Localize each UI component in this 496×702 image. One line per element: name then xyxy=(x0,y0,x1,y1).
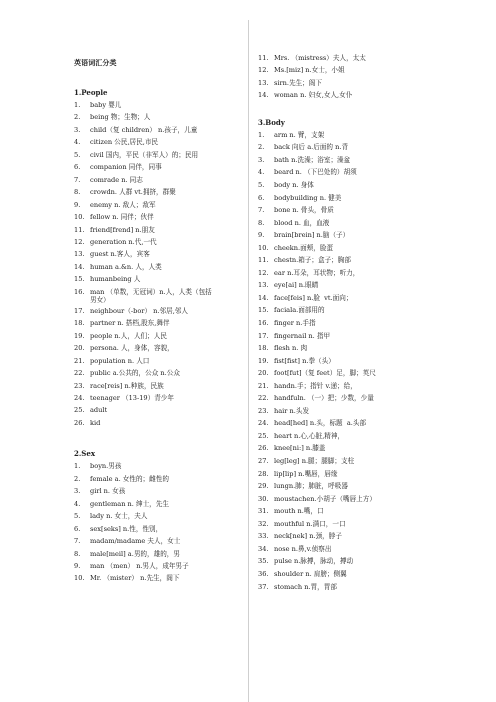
item-text: chestn.箱子；盒子；胸部 xyxy=(274,256,351,265)
item-text: companion 同伴，同事 xyxy=(90,163,162,172)
item-number: 13. xyxy=(74,250,85,259)
list-item xyxy=(258,543,458,556)
list-item xyxy=(258,493,458,506)
item-number: 11. xyxy=(74,225,85,234)
item-number: 16. xyxy=(258,319,269,328)
list-item xyxy=(258,317,458,330)
item-number: 28. xyxy=(258,469,269,478)
list-item xyxy=(74,186,274,198)
list-item xyxy=(258,355,458,368)
list-item xyxy=(74,111,274,123)
item-text: Mrs. （mistress）夫人，太太 xyxy=(274,54,366,62)
item-number: 10. xyxy=(74,574,85,583)
people-word-list xyxy=(74,99,274,429)
list-item xyxy=(74,211,274,223)
item-number: 18. xyxy=(258,344,269,353)
item-number: 31. xyxy=(258,507,269,516)
list-item xyxy=(258,530,458,543)
item-number: 24. xyxy=(258,419,269,428)
item-number: 2. xyxy=(74,474,81,483)
item-text: fellow n. 同伴；伙伴 xyxy=(90,213,154,222)
item-number: 8. xyxy=(74,188,81,197)
item-number: 7. xyxy=(74,537,81,546)
item-text: race[reis] n.种族，民族 xyxy=(90,381,164,390)
item-text: finger n.手指 xyxy=(274,319,316,328)
list-item xyxy=(74,572,274,584)
list-item xyxy=(74,367,274,379)
item-text: friend[frend] n.朋友 xyxy=(90,225,155,234)
list-item xyxy=(258,292,458,305)
item-text: woman n. 妇女,女人,女仆 xyxy=(274,91,353,100)
item-text: hair n.头发 xyxy=(274,406,310,415)
right-column xyxy=(258,52,458,593)
list-item xyxy=(258,141,458,154)
item-number: 25. xyxy=(258,431,269,440)
item-number: 9. xyxy=(258,231,265,240)
item-number: 11. xyxy=(258,54,269,62)
list-item xyxy=(258,217,458,230)
item-number: 8. xyxy=(74,549,81,558)
item-number: 23. xyxy=(258,406,269,415)
item-number: 20. xyxy=(74,344,85,353)
list-item xyxy=(74,498,274,510)
item-number: 10. xyxy=(258,243,269,252)
item-text: teenager （13-19）青少年 xyxy=(90,393,174,402)
list-item xyxy=(74,161,274,173)
list-item xyxy=(258,430,458,443)
item-text: fingernail n. 指甲 xyxy=(274,331,331,340)
item-number: 26. xyxy=(74,418,85,427)
list-item xyxy=(74,485,274,497)
list-item xyxy=(258,518,458,531)
list-item xyxy=(258,192,458,205)
item-text: knee[ni:] n.膝盖 xyxy=(274,444,326,453)
list-item xyxy=(74,473,274,485)
item-number: 37. xyxy=(258,582,269,591)
item-number: 25. xyxy=(74,406,85,415)
list-item xyxy=(74,286,274,305)
list-item xyxy=(258,279,458,292)
item-text: human a.&n. 人，人类 xyxy=(90,262,162,271)
item-text: adult xyxy=(90,406,108,415)
item-text: body n. 身体 xyxy=(274,181,314,189)
item-number: 9. xyxy=(74,200,81,209)
item-number: 15. xyxy=(258,306,269,315)
item-text: bone n. 骨头，骨质 xyxy=(274,206,334,215)
item-text: eye[ai] n.眼睛 xyxy=(274,281,319,290)
item-number: 27. xyxy=(258,457,269,466)
document-title: 英语词汇分类 xyxy=(74,59,117,67)
item-number: 3. xyxy=(74,125,81,134)
item-number: 22. xyxy=(258,394,269,403)
item-number: 11. xyxy=(258,256,269,265)
item-number: 7. xyxy=(74,175,81,184)
item-number: 15. xyxy=(74,275,85,284)
item-text: civil 国内，平民（非军人）的；民用 xyxy=(90,150,199,159)
list-item xyxy=(74,261,274,273)
item-text: baby 婴儿 xyxy=(90,101,122,109)
item-number: 14. xyxy=(258,91,269,100)
list-item xyxy=(258,154,458,167)
list-item xyxy=(74,248,274,260)
list-item xyxy=(74,99,274,111)
item-text: cheekn.面颊，脸蛋 xyxy=(274,243,334,252)
item-number: 3. xyxy=(258,155,265,164)
item-text: madam/madame 夫人，女士 xyxy=(90,537,181,546)
list-item xyxy=(74,342,274,354)
item-number: 4. xyxy=(258,168,265,177)
item-text: kid xyxy=(90,418,101,427)
list-item xyxy=(74,355,274,367)
item-text: nose n.鼻,v.侦察出 xyxy=(274,544,332,553)
item-number: 21. xyxy=(74,356,85,365)
item-number: 1. xyxy=(258,130,265,139)
list-item xyxy=(74,510,274,522)
item-number: 33. xyxy=(258,532,269,541)
item-number: 1. xyxy=(74,101,81,109)
item-text: ear n.耳朵，耳状物；听力， xyxy=(274,268,360,277)
item-text: people n.人，人们；人民 xyxy=(90,331,167,340)
list-item xyxy=(258,568,458,581)
list-item xyxy=(258,129,458,142)
list-item xyxy=(258,52,458,64)
item-text: generation n.代,一代 xyxy=(90,237,157,246)
item-text: sex[seks] n.性，性别， xyxy=(90,524,163,533)
item-text: comrade n. 同志 xyxy=(90,175,143,184)
list-item xyxy=(258,267,458,280)
list-item xyxy=(258,367,458,380)
item-text: stomach n.胃，胃部 xyxy=(274,582,337,591)
section-heading-sex: 2.Sex xyxy=(74,449,95,459)
item-text: enemy n. 敌人；敌军 xyxy=(90,200,156,209)
list-item xyxy=(258,505,458,518)
item-number: 19. xyxy=(74,331,85,340)
list-item xyxy=(258,581,458,594)
item-text: back 向后 a.后面的 n.背 xyxy=(274,143,349,152)
item-number: 14. xyxy=(74,262,85,271)
item-number: 14. xyxy=(258,293,269,302)
item-number: 4. xyxy=(74,138,81,147)
list-item xyxy=(258,330,458,343)
item-text: face[feis] n.脸 vt.面向； xyxy=(274,293,353,302)
item-text: blood n. 血，血液 xyxy=(274,218,330,227)
item-number: 22. xyxy=(74,369,85,378)
item-number: 6. xyxy=(74,524,81,533)
item-text: handfuln. （一）把；少数，少量 xyxy=(274,394,374,403)
item-text: pulse n.脉搏，脉动，搏动 xyxy=(274,557,354,566)
item-text: fist[fist] n.拳（头） xyxy=(274,356,335,365)
item-text: lip[lip] n.嘴唇，唇缘 xyxy=(274,469,338,478)
body-word-list xyxy=(258,129,458,593)
item-text: lady n. 女士，夫人 xyxy=(90,512,148,521)
list-item xyxy=(258,417,458,430)
item-text: man （men） n.男人，成年男子 xyxy=(90,561,189,570)
list-item xyxy=(74,460,274,472)
item-number: 23. xyxy=(74,381,85,390)
item-text: female a. 女性的；雌性的 xyxy=(90,474,169,483)
item-number: 7. xyxy=(258,206,265,215)
list-item xyxy=(258,166,458,179)
list-item xyxy=(74,199,274,211)
item-text: gentleman n. 绅士，先生 xyxy=(90,499,169,508)
list-item xyxy=(74,124,274,136)
item-text: being 物；生物；人 xyxy=(90,113,151,122)
list-item xyxy=(258,342,458,355)
item-number: 10. xyxy=(74,213,85,222)
item-number: 24. xyxy=(74,393,85,402)
item-text: head[hed] n.头，标题 a.头部 xyxy=(274,419,367,428)
item-number: 5. xyxy=(74,150,81,159)
item-text: mouthful n.满口，一口 xyxy=(274,519,346,528)
item-text: humanbeing 人 xyxy=(90,275,141,284)
section-heading-people: 1.People xyxy=(74,88,108,97)
item-number: 6. xyxy=(74,163,81,172)
item-number: 26. xyxy=(258,444,269,453)
list-item xyxy=(258,468,458,481)
item-number: 17. xyxy=(258,331,269,340)
list-item xyxy=(74,330,274,342)
item-text: male[meil] a.男的，雄的，男 xyxy=(90,549,180,558)
list-item xyxy=(74,404,274,416)
list-item xyxy=(258,442,458,455)
item-number: 1. xyxy=(74,462,81,471)
item-number: 12. xyxy=(258,268,269,277)
list-item xyxy=(258,229,458,242)
item-number: 12. xyxy=(258,66,269,75)
item-number: 20. xyxy=(258,369,269,378)
item-text: Mr. （mister） n.先生，阁下 xyxy=(90,574,180,583)
list-item xyxy=(74,535,274,547)
list-item xyxy=(74,273,274,285)
list-item xyxy=(258,304,458,317)
item-number: 2. xyxy=(258,143,265,152)
list-item xyxy=(74,380,274,392)
list-item xyxy=(74,224,274,236)
list-item xyxy=(258,242,458,255)
item-text: mouth n.嘴，口 xyxy=(274,507,324,516)
list-item xyxy=(258,179,458,192)
item-text: foot[fut]（复 feet）足，脚；英尺 xyxy=(274,369,376,378)
list-item xyxy=(258,480,458,493)
item-text: Ms.[miz] n.女士，小姐 xyxy=(274,66,345,75)
list-item xyxy=(74,392,274,404)
item-text: bodybuilding n. 健美 xyxy=(274,193,342,202)
item-number: 36. xyxy=(258,569,269,578)
item-number: 21. xyxy=(258,381,269,390)
item-number: 13. xyxy=(258,281,269,290)
list-item xyxy=(258,555,458,568)
item-text: girl n. 女孩 xyxy=(90,487,126,496)
list-item xyxy=(258,392,458,405)
list-item xyxy=(258,64,458,76)
item-text: neck[nek] n.颈，脖子 xyxy=(274,532,342,541)
item-text: moustachen.小胡子（嘴唇上方） xyxy=(274,494,376,503)
item-text: heart n.心,心脏,精神， xyxy=(274,431,345,440)
item-number: 4. xyxy=(74,499,81,508)
list-item xyxy=(258,380,458,393)
item-text: neighbour（-bor） n.邻居,邻人 xyxy=(90,306,188,315)
item-text: flesh n. 肉 xyxy=(274,344,308,353)
item-number: 9. xyxy=(74,561,81,570)
item-number: 32. xyxy=(258,519,269,528)
item-text: child（复 children） n.孩子，儿童 xyxy=(90,125,198,134)
list-item xyxy=(74,417,274,429)
list-item xyxy=(258,405,458,418)
sex-word-list-continued xyxy=(258,52,458,102)
list-item xyxy=(258,254,458,267)
list-item xyxy=(74,305,274,317)
list-item xyxy=(74,136,274,148)
item-text: population n. 人口 xyxy=(90,356,150,365)
item-text: arm n. 臂，支架 xyxy=(274,130,325,139)
item-number: 6. xyxy=(258,193,265,202)
item-number: 5. xyxy=(258,181,265,189)
list-item xyxy=(258,77,458,89)
item-number: 8. xyxy=(258,218,265,227)
item-text: citizen 公民,居民,市民 xyxy=(90,138,159,147)
list-item xyxy=(74,174,274,186)
item-text: lungn.肺；肺脏，呼吸器 xyxy=(274,482,348,491)
item-text: faciala.面部用的 xyxy=(274,306,325,315)
item-number: 34. xyxy=(258,544,269,553)
item-text: boyn.男孩 xyxy=(90,462,122,471)
item-text: public a.公共的，公众 n.公众 xyxy=(90,369,180,378)
item-text: sirn.先生；阁下 xyxy=(274,78,322,87)
item-number: 3. xyxy=(74,487,81,496)
item-number: 5. xyxy=(74,512,81,521)
item-text: shoulder n. 肩膀；侧翼 xyxy=(274,569,347,578)
left-column xyxy=(74,52,274,585)
list-item xyxy=(74,236,274,248)
list-item xyxy=(74,317,274,329)
item-number: 17. xyxy=(74,306,85,315)
item-text: leg[leg] n.腿；腿脚；支柱 xyxy=(274,457,355,466)
list-item xyxy=(258,455,458,468)
item-text: crowdn. 人群 vt.拥挤，群聚 xyxy=(90,188,176,197)
item-number: 18. xyxy=(74,319,85,328)
item-number: 2. xyxy=(74,113,81,122)
item-number: 29. xyxy=(258,482,269,491)
item-text: guest n.客人，宾客 xyxy=(90,250,150,259)
list-item xyxy=(74,149,274,161)
item-text: beard n. （下巴处的）胡须 xyxy=(274,168,357,177)
item-text: brain[brein] n.脑（子） xyxy=(274,231,350,240)
item-number: 13. xyxy=(258,78,269,87)
item-text: man （单数，无冠词）n.人，人类（包括 男女） xyxy=(90,287,212,305)
item-number: 19. xyxy=(258,356,269,365)
item-number: 16. xyxy=(74,287,85,296)
item-number: 35. xyxy=(258,557,269,566)
item-text: bath n.洗澡；浴室；澡盆 xyxy=(274,155,351,164)
item-number: 12. xyxy=(74,237,85,246)
sex-word-list xyxy=(74,460,274,585)
item-text: handn.手；指针 v.递；给， xyxy=(274,381,357,390)
list-item xyxy=(258,204,458,217)
section-heading-body: 3.Body xyxy=(258,117,285,127)
item-text: persona. 人，身体，容貌， xyxy=(90,344,174,353)
list-item xyxy=(74,548,274,560)
list-item xyxy=(74,560,274,572)
item-text: partner n. 搭档,股东,舞伴 xyxy=(90,319,170,328)
list-item xyxy=(74,523,274,535)
list-item xyxy=(258,89,458,101)
item-number: 30. xyxy=(258,494,269,503)
